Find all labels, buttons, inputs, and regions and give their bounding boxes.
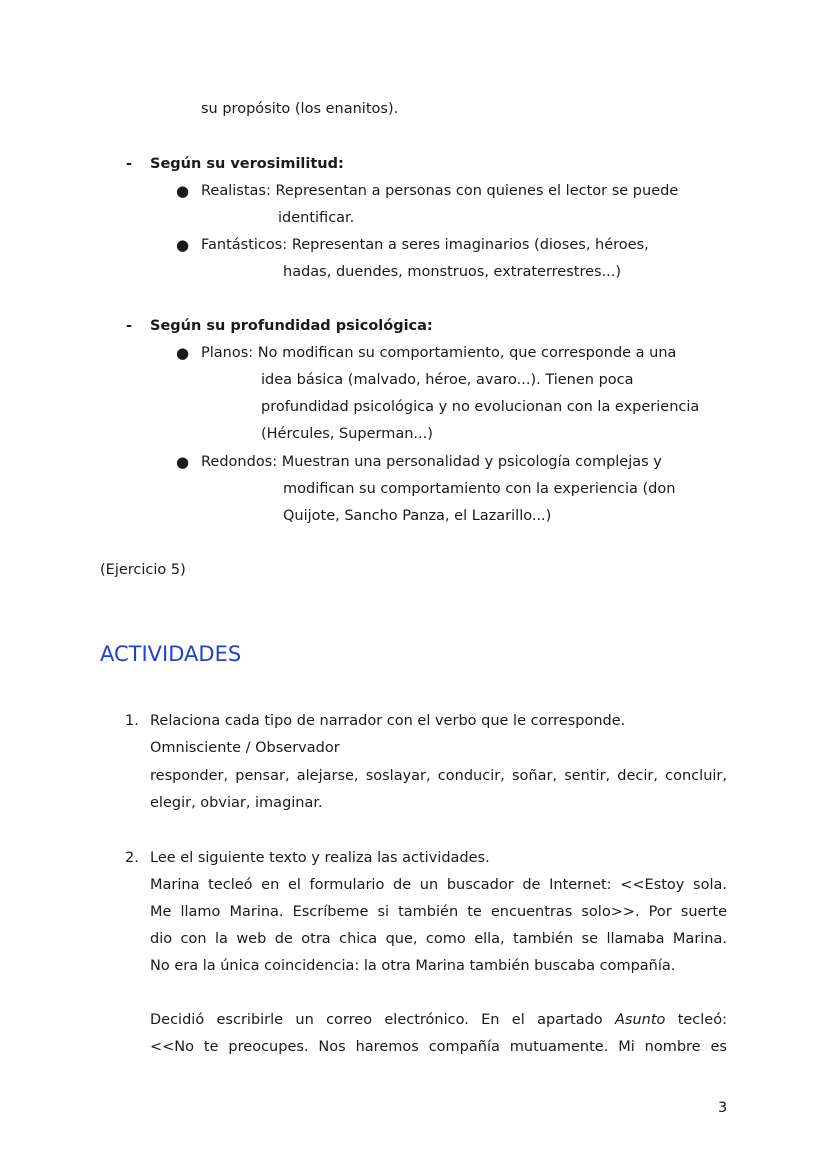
activity-1-line4: elegir, obviar, imaginar. — [150, 795, 323, 811]
activity-2-number: 2. — [125, 850, 139, 866]
p2-line1-italic-asunto: Asunto — [614, 1012, 666, 1028]
activity-2-p1-line3: dio con la web de otra chica que, como ella, también se llamaba Marina. — [150, 931, 727, 947]
activity-2-p1-line1: Marina tecleó en el formulario de un buscador de Internet: <<Estoy sola. — [150, 877, 727, 893]
bullet-icon: ● — [176, 236, 190, 254]
exercise-reference: (Ejercicio 5) — [100, 562, 186, 578]
activity-1-line2: Omnisciente / Observador — [150, 740, 340, 756]
planos-line2: idea básica (malvado, héroe, avaro...). Tienen poca — [261, 372, 634, 388]
redondos-line3: Quijote, Sancho Panza, el Lazarillo...) — [283, 508, 552, 524]
activity-2-p2-line2: <<No te preocupes. Nos haremos compañía mutuamente. Mi nombre es — [150, 1039, 727, 1055]
planos-line1: Planos: No modifican su comportamiento, que corresponde a una — [201, 345, 677, 361]
fantasticos-line2: hadas, duendes, monstruos, extraterrestres...) — [283, 264, 622, 280]
activity-2-p1-line4: No era la única coincidencia: la otra Marina también buscaba compañía. — [150, 958, 676, 974]
dash-marker: - — [126, 318, 133, 334]
planos-line4: (Hércules, Superman...) — [261, 426, 433, 442]
section-title-verosimilitud: Según su verosimilitud: — [150, 156, 344, 172]
bullet-icon: ● — [176, 453, 190, 471]
dash-marker: - — [126, 156, 133, 172]
planos-line3: profundidad psicológica y no evolucionan con la experiencia — [261, 399, 700, 415]
activity-2-line1: Lee el siguiente texto y realiza las actividades. — [150, 850, 490, 866]
fantasticos-line1: Fantásticos: Representan a seres imaginarios (dioses, héroes, — [201, 237, 649, 253]
p2-line1-start: Decidió escribirle un correo electrónico. En el apartado — [150, 1012, 603, 1028]
redondos-line2: modifican su comportamiento con la experiencia (don — [283, 481, 676, 497]
realistas-line1: Realistas: Representan a personas con quienes el lector se puede — [201, 183, 679, 199]
activity-2-p2-line1 — [150, 1010, 727, 1030]
activity-1-line1: Relaciona cada tipo de narrador con el verbo que le corresponde. — [150, 713, 626, 729]
redondos-line1: Redondos: Muestran una personalidad y psicología complejas y — [201, 454, 662, 470]
activity-1-line3: responder, pensar, alejarse, soslayar, conducir, soñar, sentir, decir, concluir, — [150, 768, 727, 784]
page-number: 3 — [718, 1100, 728, 1116]
bullet-icon: ● — [176, 182, 190, 200]
section-title-profundidad: Según su profundidad psicológica: — [150, 318, 433, 334]
activities-heading: ACTIVIDADES — [100, 642, 242, 666]
realistas-line2: identificar. — [278, 210, 355, 226]
activity-2-p1-line2: Me llamo Marina. Escríbeme si también te encuentras solo>>. Por suerte — [150, 904, 727, 920]
p2-line1-end: tecleó: — [677, 1012, 727, 1028]
bullet-icon: ● — [176, 344, 190, 362]
activity-1-number: 1. — [125, 713, 139, 729]
intro-continuation: su propósito (los enanitos). — [201, 101, 399, 117]
